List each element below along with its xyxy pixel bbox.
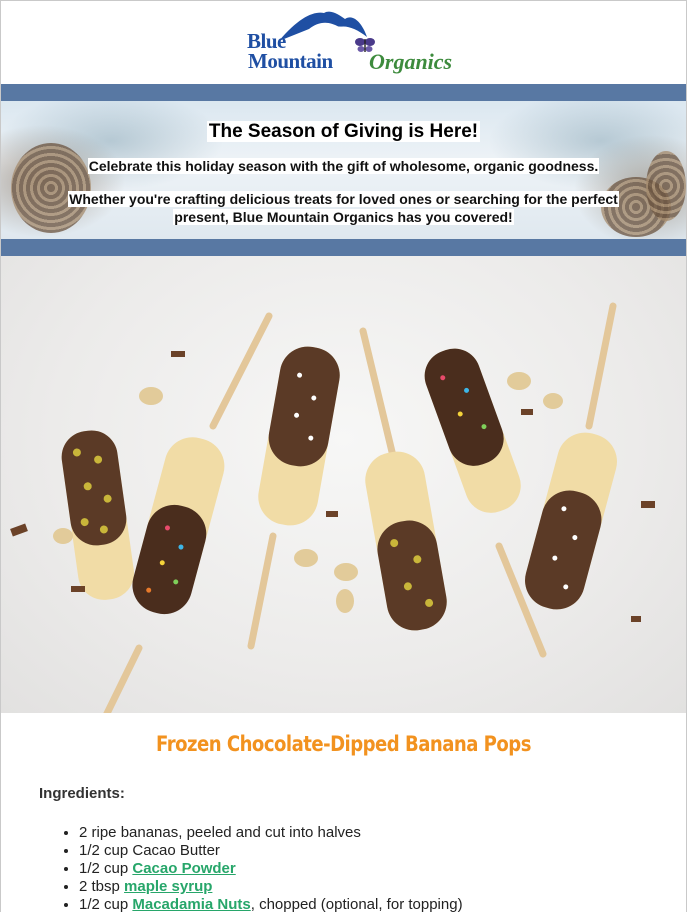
banner-background [1,101,686,239]
banner-text-line: Celebrate this holiday season with the gift of wholesome, organic goodness. [88,158,599,174]
list-item: • 1/2 cup Cacao Butter [79,842,463,860]
blue-mountain-organics-logo[interactable] [239,7,479,79]
list-item: • 2 tbsp maple syrup [79,878,463,896]
list-item: • 1/2 cup Cacao Powder [79,860,463,878]
maple-syrup-link[interactable]: maple syrup [124,878,213,895]
holiday-banner [1,84,686,256]
recipe-title: Frozen Chocolate-Dipped Banana Pops [156,732,531,756]
logo-word-organics: Organics [369,49,453,74]
ingredients-list [39,824,463,912]
header [1,1,686,84]
banana-pops-illustration [1,256,686,713]
banner-text-line: Whether you're crafting delicious treats for loved ones or searching for the perfect present, Blue Mountain Organics has you covered! [69,191,618,225]
cacao-powder-link[interactable]: Cacao Powder [132,860,236,877]
logo-word-blue: Blue [247,29,286,53]
list-item: • 1/2 cup Macadamia Nuts, chopped (optional, for topping) [79,896,463,912]
banner-title: The Season of Giving is Here! [208,121,479,142]
ingredients-heading: Ingredients: [39,785,125,802]
list-item: • 2 ripe bananas, peeled and cut into halves [79,824,463,842]
macadamia-nuts-link[interactable]: Macadamia Nuts [132,896,251,912]
logo-word-mountain: Mountain [248,49,333,73]
banana-pops-photo[interactable] [1,256,686,713]
